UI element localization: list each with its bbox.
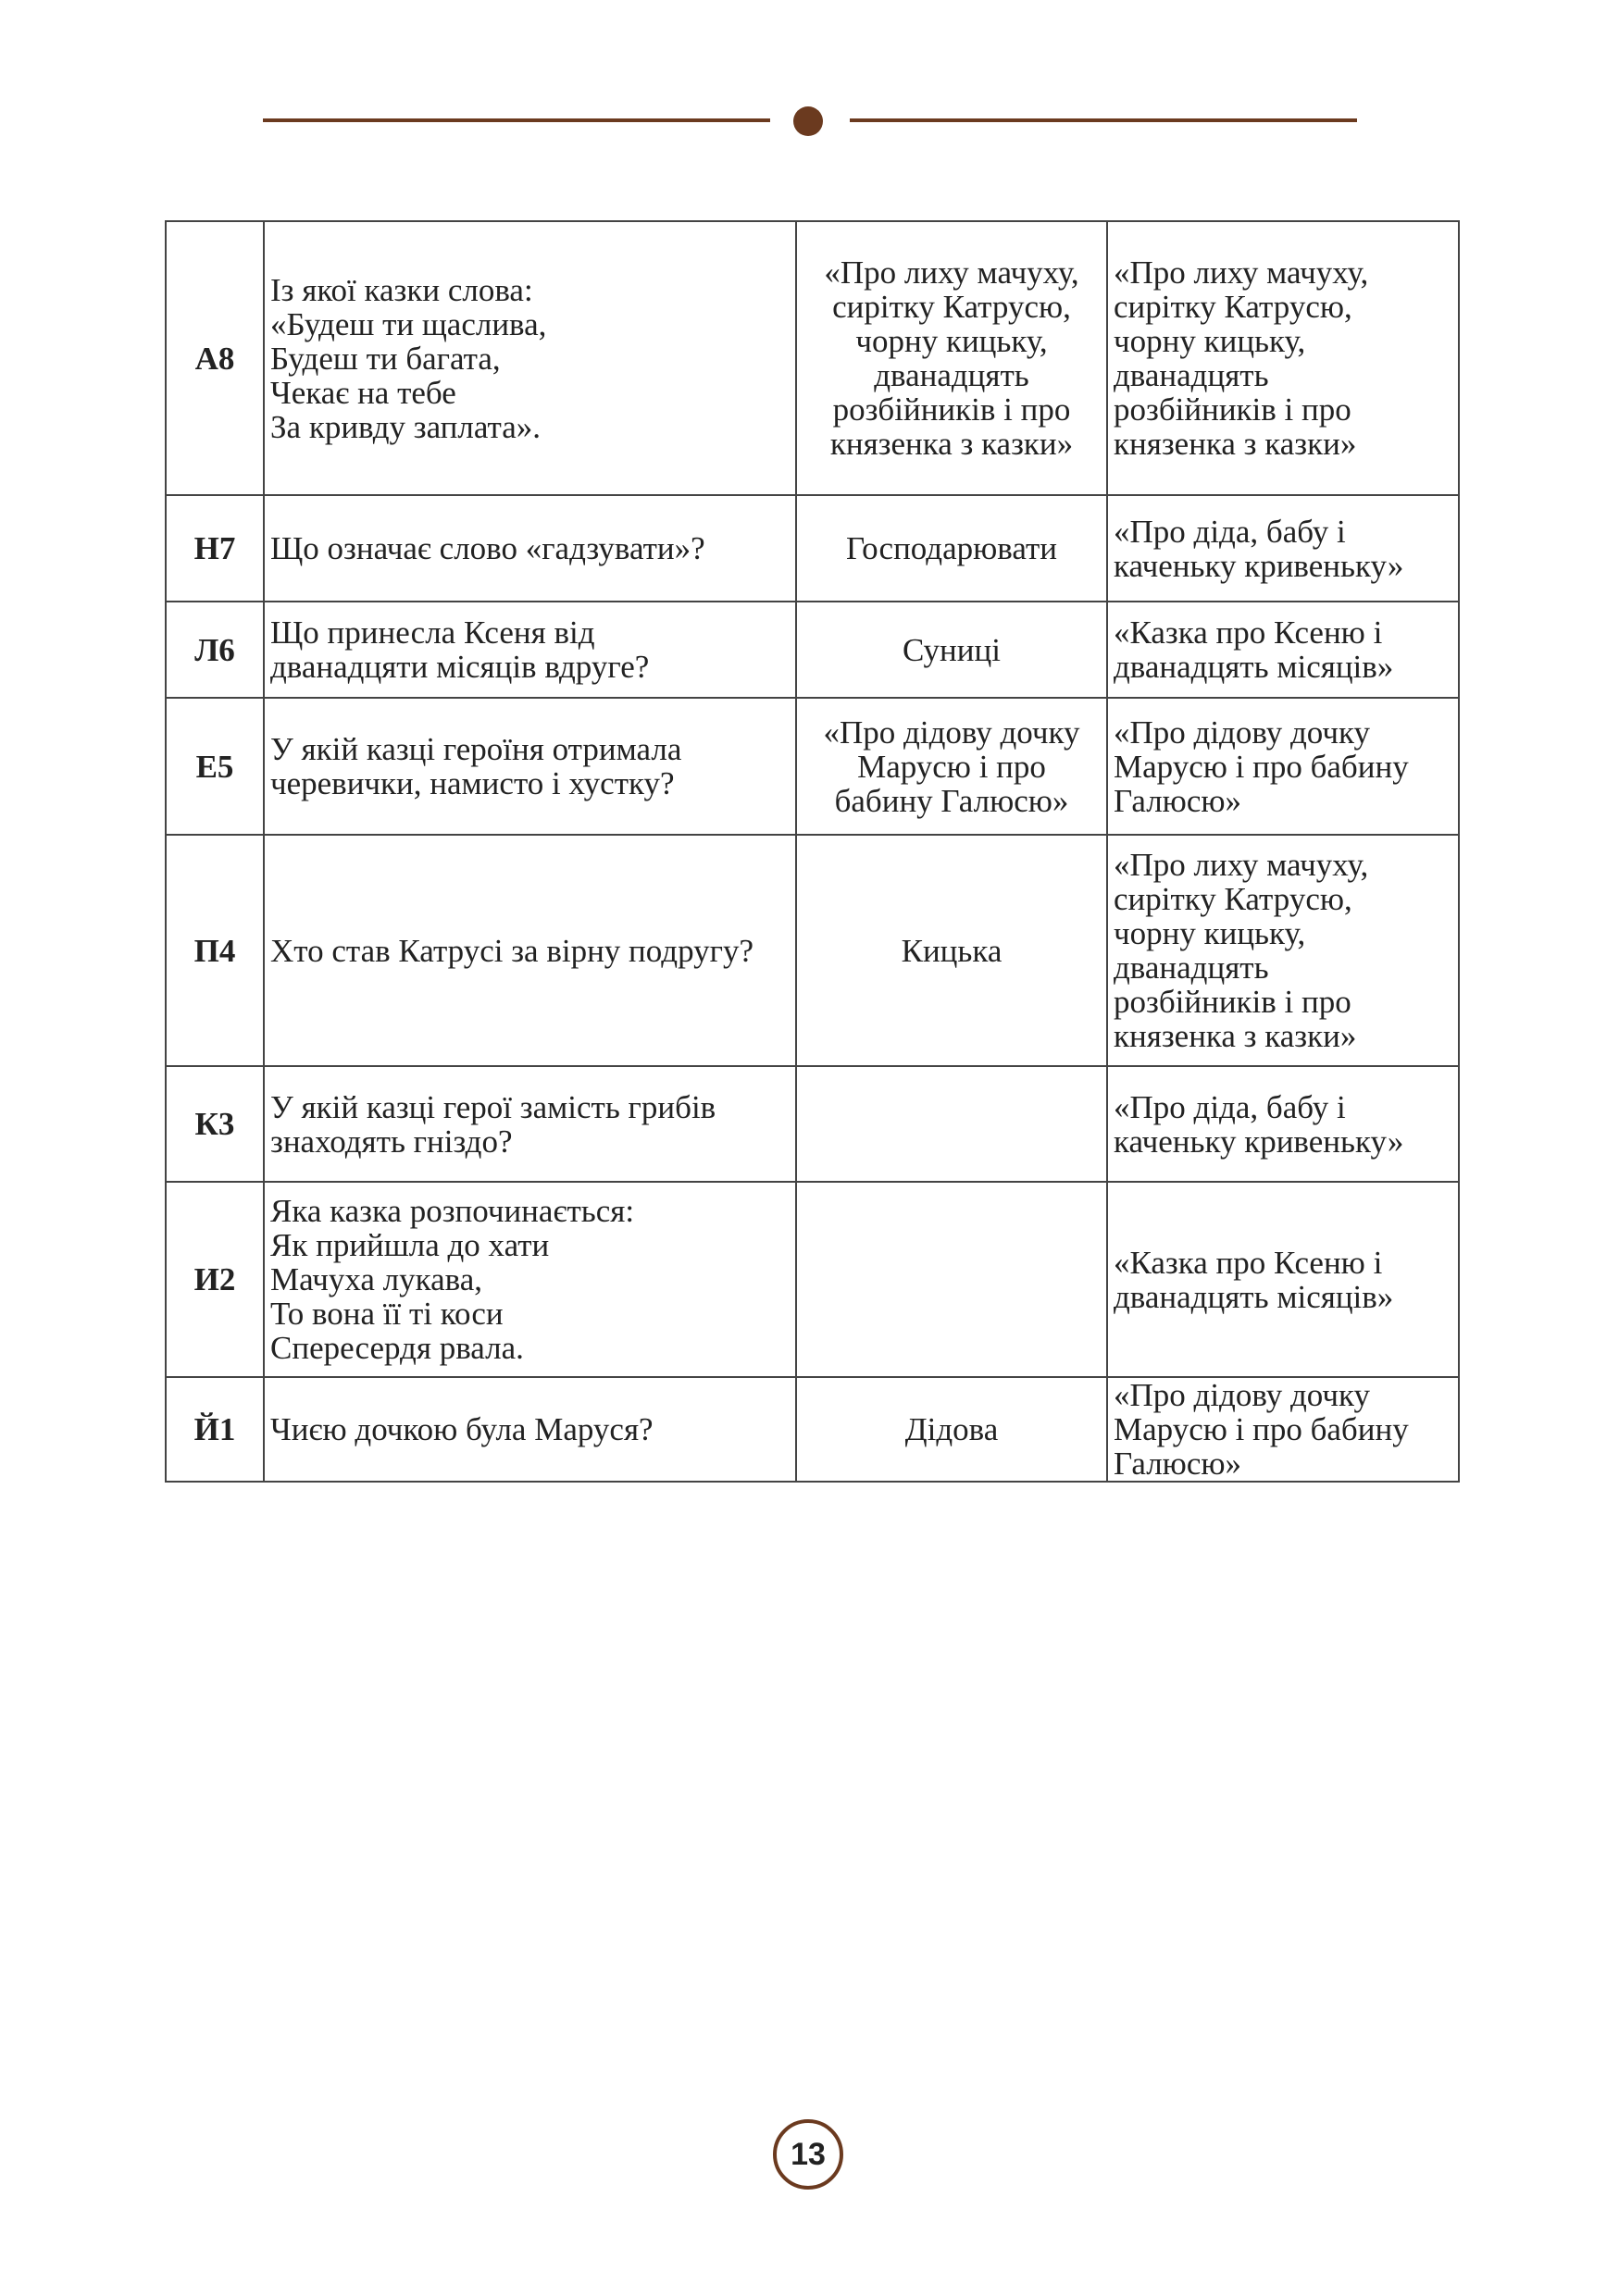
tale-line: Галюсю» <box>1114 782 1242 819</box>
cell-tale <box>1107 1182 1459 1377</box>
table-row <box>166 1066 1459 1182</box>
answer-line: сирітку Катрусю, <box>832 289 1071 325</box>
table-row <box>166 1377 1459 1482</box>
question-line: За кривду заплата». <box>270 408 541 445</box>
question-line: У якій казці герої замість грибів <box>270 1088 716 1125</box>
cell-answer <box>796 221 1107 495</box>
tale-line: дванадцять місяців» <box>1114 1278 1394 1315</box>
tale-line: князенка з казки» <box>1114 1018 1357 1054</box>
cell-code: И2 <box>166 1182 264 1377</box>
table-row <box>166 835 1459 1066</box>
tale-line: дванадцять <box>1114 357 1269 393</box>
answer-line: Марусю і про <box>857 748 1046 785</box>
tale-line: Марусю і про бабину <box>1114 1411 1409 1447</box>
cell-question <box>264 602 796 698</box>
answer-line: бабину Галюсю» <box>834 782 1069 819</box>
table-row <box>166 495 1459 602</box>
cell-answer <box>796 698 1107 835</box>
tale-line: каченьку кривеньку» <box>1114 547 1404 584</box>
cell-question <box>264 698 796 835</box>
tale-line: «Про лиху мачуху, <box>1114 847 1369 883</box>
cell-question <box>264 1182 796 1377</box>
question-line: Спересердя рвала. <box>270 1330 524 1366</box>
header-rule-right <box>850 118 1357 122</box>
cell-answer <box>796 1377 1107 1482</box>
tale-line: розбійників і про <box>1114 391 1351 428</box>
tale-line: дванадцять <box>1114 949 1269 986</box>
cell-question <box>264 835 796 1066</box>
question-line: «Будеш ти щаслива, <box>270 305 547 342</box>
cell-tale <box>1107 602 1459 698</box>
header-rule-left <box>263 118 770 122</box>
cell-code: К3 <box>166 1066 264 1182</box>
answer-line: дванадцять <box>874 357 1029 393</box>
answer-line: «Про дідову дочку <box>823 714 1080 751</box>
question-line: Чиєю дочкою була Маруся? <box>270 1411 654 1447</box>
cell-code: Л6 <box>166 602 264 698</box>
question-line: Як прийшла до хати <box>270 1227 550 1263</box>
tale-line: «Про діда, бабу і <box>1114 1088 1346 1125</box>
answer-line: Кицька <box>901 932 1003 969</box>
question-line: Хто став Катрусі за вірну подругу? <box>270 932 754 969</box>
question-line: Що означає слово «гадзувати»? <box>270 530 705 566</box>
answer-line: чорну кицьку, <box>855 323 1048 359</box>
cell-code: Н7 <box>166 495 264 602</box>
question-line: Із якої казки слова: <box>270 271 533 308</box>
question-line: У якій казці героїня отримала <box>270 731 682 767</box>
table-row <box>166 602 1459 698</box>
question-line: Будеш ти багата, <box>270 340 501 377</box>
tale-line: дванадцять місяців» <box>1114 649 1394 685</box>
tale-line: «Про дідову дочку <box>1114 714 1370 751</box>
cell-code: Й1 <box>166 1377 264 1482</box>
question-line: дванадцяти місяців вдруге? <box>270 649 650 685</box>
header-dot-ornament <box>793 106 823 136</box>
tale-line: «Про діда, бабу і <box>1114 513 1346 550</box>
cell-question <box>264 495 796 602</box>
cell-code: Е5 <box>166 698 264 835</box>
cell-tale <box>1107 698 1459 835</box>
tale-line: чорну кицьку, <box>1114 323 1306 359</box>
cell-tale <box>1107 1066 1459 1182</box>
answer-line: «Про лиху мачуху, <box>824 254 1079 291</box>
cell-question <box>264 1066 796 1182</box>
question-line: знаходять гніздо? <box>270 1123 513 1160</box>
question-line: Яка казка розпочинається: <box>270 1193 635 1229</box>
question-line: Мачуха лукава, <box>270 1261 483 1297</box>
answer-line: Дідова <box>904 1411 999 1447</box>
answer-line: розбійників і про <box>832 391 1071 428</box>
tale-line: «Про лиху мачуху, <box>1114 254 1369 291</box>
question-line: То вона її ті коси <box>270 1296 504 1332</box>
cell-tale <box>1107 221 1459 495</box>
tale-line: чорну кицьку, <box>1114 915 1306 951</box>
cell-tale <box>1107 835 1459 1066</box>
cell-question <box>264 1377 796 1482</box>
table-row <box>166 698 1459 835</box>
tale-line: Галюсю» <box>1114 1446 1242 1482</box>
cell-answer <box>796 835 1107 1066</box>
tale-line: сирітку Катрусю, <box>1114 289 1352 325</box>
table-row <box>166 1182 1459 1377</box>
page-number: 13 <box>773 2119 843 2190</box>
tale-line: «Казка про Ксеню і <box>1114 1244 1383 1281</box>
answer-line: князенка з казки» <box>829 426 1074 462</box>
cell-code: П4 <box>166 835 264 1066</box>
cell-answer <box>796 602 1107 698</box>
answer-line: Господарювати <box>846 530 1057 566</box>
tale-line: «Казка про Ксеню і <box>1114 614 1383 651</box>
tale-line: розбійників і про <box>1114 984 1351 1020</box>
cell-answer <box>796 1066 1107 1182</box>
question-line: Що принесла Ксеня від <box>270 614 595 651</box>
cell-tale <box>1107 1377 1459 1482</box>
tale-line: князенка з казки» <box>1114 426 1357 462</box>
cell-answer <box>796 1182 1107 1377</box>
tale-line: каченьку кривеньку» <box>1114 1123 1404 1160</box>
tale-line: «Про дідову дочку <box>1114 1377 1370 1413</box>
table-row <box>166 221 1459 495</box>
tale-line: Марусю і про бабину <box>1114 748 1409 785</box>
quiz-table <box>165 220 1460 1483</box>
cell-answer <box>796 495 1107 602</box>
cell-question <box>264 221 796 495</box>
tale-line: сирітку Катрусю, <box>1114 881 1352 917</box>
answer-line: Суниці <box>903 631 1001 668</box>
question-line: черевички, намисто і хустку? <box>270 765 675 801</box>
cell-tale <box>1107 495 1459 602</box>
question-line: Чекає на тебе <box>270 374 456 411</box>
cell-code: А8 <box>166 221 264 495</box>
